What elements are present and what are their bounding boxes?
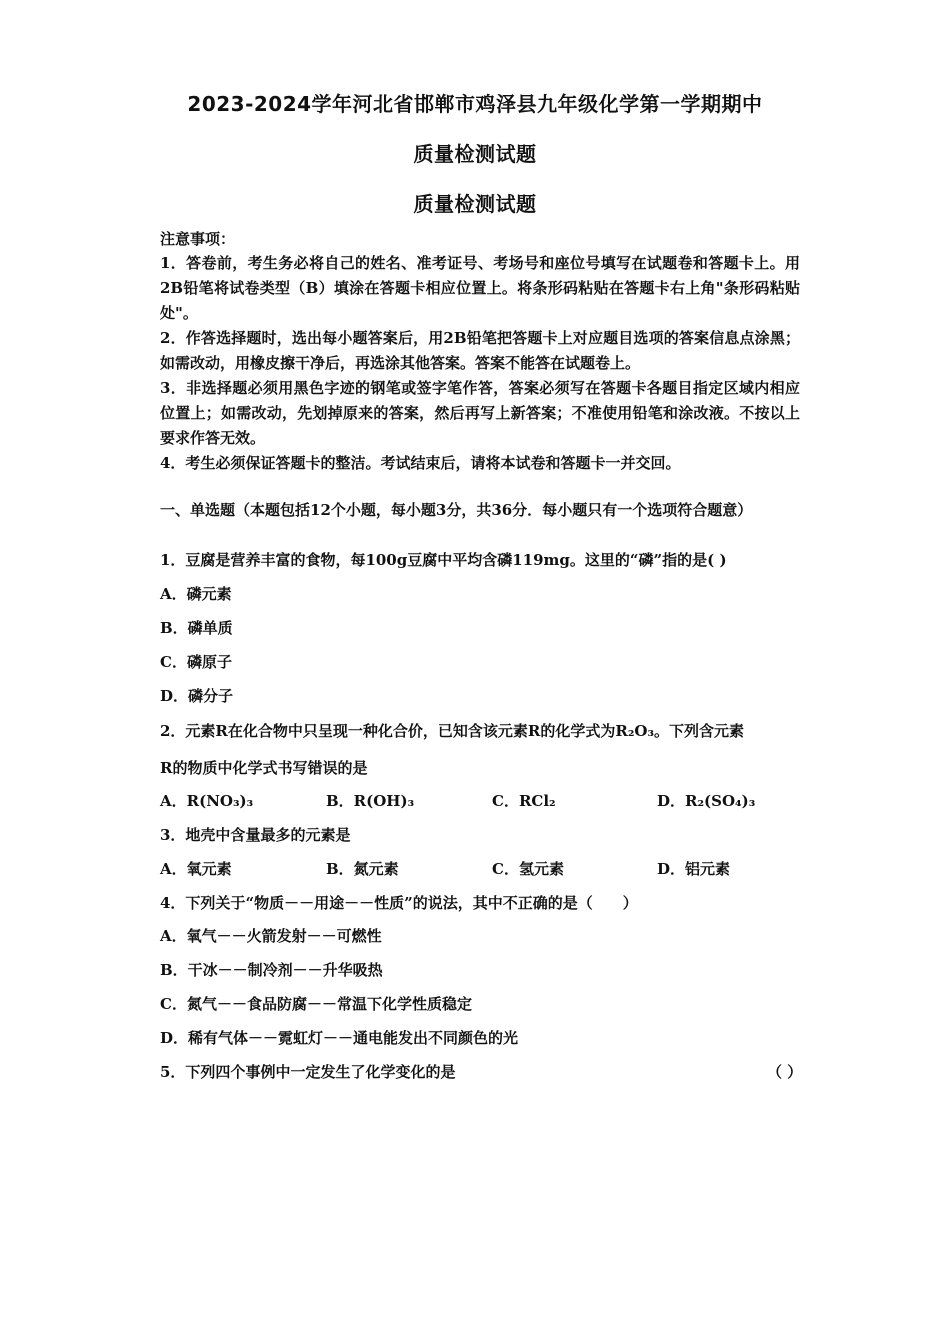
question-3-option-c: C．氢元素 — [492, 860, 564, 878]
question-2-option-d: D．R₂(SO₄)₃ — [657, 792, 756, 810]
section-heading-text: 一、单选题（本题包括12个小题，每小题3分，共36分．每小题只有一个选项符合题意） — [160, 501, 753, 519]
notice-list — [160, 251, 800, 476]
notice-item: 3．非选择题必须用黑色字迹的钢笔或签字笔作答，答案必须写在答题卡各题目指定区域内相应位置上；如需改动，先划掉原来的答案，然后再写上新答案；不准使用铅笔和涂改液。不按以上要求作答无效。 — [160, 379, 800, 447]
question-5 — [160, 1061, 803, 1083]
question-1-option-c: C．磷原子 — [160, 653, 232, 671]
question-3-option-a: A．氧元素 — [160, 860, 232, 878]
question-1-stem: 1．豆腐是营养丰富的食物，每100g豆腐中平均含磷119mg。这里的“磷”指的是( ) — [160, 551, 727, 569]
question-1-option-a: A．磷元素 — [160, 585, 232, 603]
question-3-stem: 3．地壳中含量最多的元素是 — [160, 826, 351, 844]
question-2-stem-line1: 2．元素R在化合物中只呈现一种化合价，已知含该元素R的化学式为R₂O₃。下列含元素 — [160, 722, 745, 740]
question-4-option-c: C．氮气－－食品防腐－－常温下化学性质稳定 — [160, 995, 472, 1013]
section-heading — [160, 498, 800, 523]
exam-title-line1: 2023-2024学年河北省邯郸市鸡泽县九年级化学第一学期期中 — [187, 92, 763, 116]
notice-item: 2．作答选择题时，选出每小题答案后，用2B铅笔把答题卡上对应题目选项的答案信息点涂黑；如需改动，用橡皮擦干净后，再选涂其他答案。答案不能答在试题卷上。 — [160, 329, 800, 372]
exam-title-line3: 质量检测试题 — [413, 192, 537, 216]
question-4-option-a: A．氧气－－火箭发射－－可燃性 — [160, 927, 382, 945]
question-2-option-a: A．R(NO₃)₃ — [160, 792, 254, 810]
question-2-option-b: B．R(OH)₃ — [326, 792, 415, 810]
question-4-option-b: B．干冰－－制冷剂－－升华吸热 — [160, 961, 383, 979]
question-3-option-b: B．氮元素 — [326, 860, 399, 878]
question-1-option-d: D．磷分子 — [160, 687, 234, 705]
question-4-stem: 4．下列关于“物质－－用途－－性质”的说法，其中不正确的是（ ） — [160, 894, 638, 912]
question-3-option-d: D．铝元素 — [657, 860, 731, 878]
question-2-options — [160, 790, 800, 812]
question-2-stem-line2: R的物质中化学式书写错误的是 — [160, 759, 368, 777]
question-3-options — [160, 858, 800, 880]
question-2-option-c: C．RCl₂ — [492, 792, 556, 810]
notice-heading: 注意事项： — [160, 230, 236, 248]
notice-item: 1．答卷前，考生务必将自己的姓名、准考证号、考场号和座位号填写在试题卷和答题卡上。用2B铅笔将试卷类型（B）填涂在答题卡相应位置上。将条形码粘贴在答题卡右上角"条形码粘贴处"。 — [160, 254, 800, 322]
question-4-option-d: D．稀有气体－－霓虹灯－－通电能发出不同颜色的光 — [160, 1029, 519, 1047]
question-5-stem: 5．下列四个事例中一定发生了化学变化的是 — [160, 1063, 456, 1081]
exam-title-line2: 质量检测试题 — [413, 142, 537, 166]
notice-item: 4．考生必须保证答题卡的整洁。考试结束后，请将本试卷和答题卡一并交回。 — [160, 454, 681, 472]
question-1-option-b: B．磷单质 — [160, 619, 233, 637]
question-5-answer-paren: （ ） — [767, 1063, 803, 1081]
